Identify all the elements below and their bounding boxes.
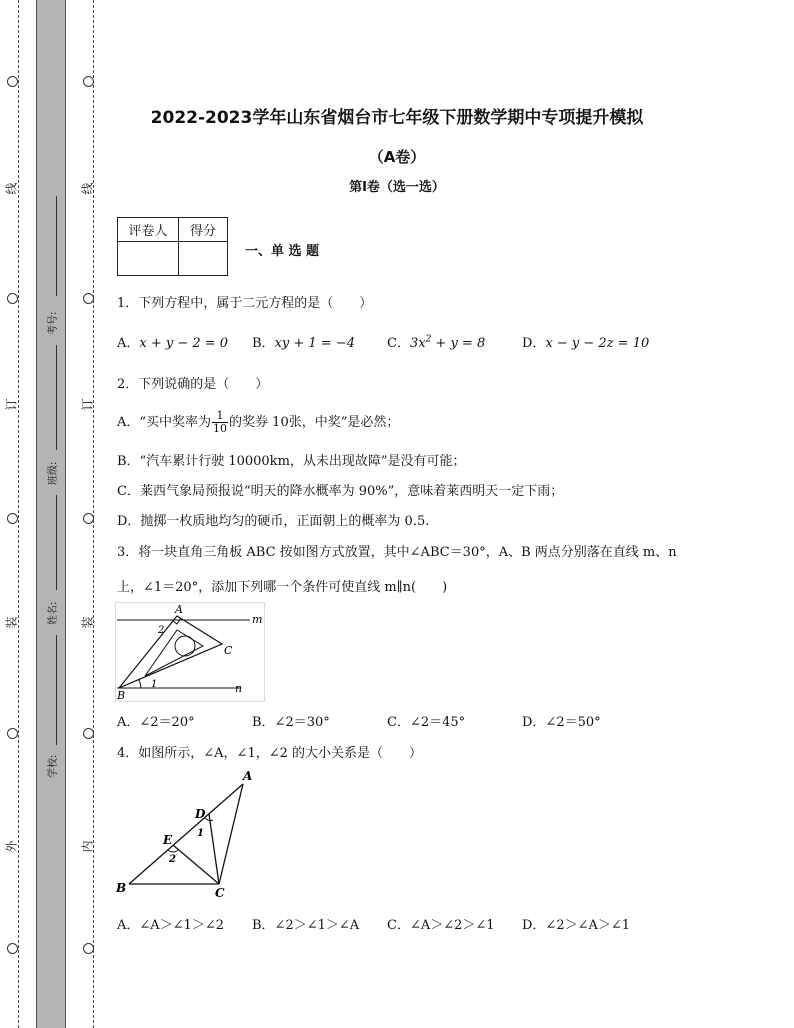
label-B: B [116,881,127,895]
question-1-stem: 1．下列方程中，属于二元方程的是（ ） [117,296,373,311]
q1-option-a: A．x + y − 2 = 0 [117,336,229,351]
q2-option-d: D．抛掷一枚质地均匀的硬币，正面朝上的概率为 0.5. [117,514,430,529]
section-title: 第I卷（选一选） [349,180,445,195]
question-3-stem-line2: 上，∠1＝20°，添加下列哪一个条件可使直线 m∥n( ) [117,580,448,595]
part-label: 一、单 选 题 [245,244,320,259]
label-angle-2: 2 [158,625,165,636]
segment-BA [129,784,243,884]
q3-figure [115,602,265,702]
class-line [56,345,57,450]
label-E: E [163,833,173,847]
hole-circle [7,513,18,524]
angle-2-arc [168,850,178,852]
q3-option-a: A．∠2＝20° [117,715,195,730]
hole-circle [7,728,18,739]
hole-circle [7,76,18,87]
hole-circle [83,943,94,954]
label-C: C [215,886,225,900]
label-angle-1: 1 [197,828,204,839]
triangle-outer [119,616,222,688]
exam-number-field: 考号: [48,311,59,335]
segment-DC [209,814,219,884]
label-D: D [195,807,206,821]
label-angle-1: 1 [151,679,158,690]
label-m: m [252,613,263,626]
margin-char: 外 [4,840,19,853]
margin-char: 装 [80,616,95,629]
page-subtitle: （A卷） [368,148,426,166]
hole-circle [83,513,94,524]
q4-option-c: C．∠A＞∠2＞∠1 [387,918,495,933]
q4-option-d: D．∠2＞∠A＞∠1 [522,918,631,933]
q3-option-d: D．∠2＝50° [522,715,601,730]
triangle-hole [175,636,195,656]
q2-option-b: B．“汽车累计行驶 10000km，从未出现故障”是没有可能； [117,454,466,469]
label-A: A [175,603,183,616]
hole-circle [7,943,18,954]
hole-circle [83,76,94,87]
margin-char: 线 [80,182,95,195]
question-4-stem: 4．如图所示，∠A，∠1，∠2 的大小关系是（ ） [117,746,423,761]
hole-circle [83,728,94,739]
q1-option-d: D．x − y − 2z = 10 [522,336,650,351]
hole-circle [83,293,94,304]
grader-header: 评卷人 [118,218,179,242]
label-B: B [117,689,126,702]
class-field: 班级: [48,461,59,485]
angle-1-arc [139,680,141,688]
exam-number-line [56,196,57,296]
question-2-stem: 2．下列说确的是（ ） [117,377,269,392]
label-n: n [235,682,243,695]
margin-char: 内 [80,840,95,853]
segment-CA [219,784,243,884]
triangle-inner [145,630,203,676]
score-cell[interactable] [179,242,228,276]
margin-char: 订 [4,398,19,411]
name-line [56,495,57,590]
q2-option-a: A．“买中奖率为 $\frac{1}{10}$ 的奖券 10张，中奖”是必然； [117,409,400,435]
segment-EC [173,845,219,884]
q3-option-b: B．∠2＝30° [252,715,330,730]
margin-char: 装 [4,616,19,629]
hole-circle [7,293,18,304]
score-table [117,217,228,276]
q2-option-c: C．莱西气象局预报说“明天的降水概率为 90%”，意味着莱西明天一定下雨； [117,484,564,499]
q4-option-a: A．∠A＞∠1＞∠2 [117,918,224,933]
page-title: 2022-2023学年山东省烟台市七年级下册数学期中专项提升模拟 [150,108,644,128]
q1-option-b: B．xy + 1 = −4 [252,336,355,351]
q3-option-c: C．∠2＝45° [387,715,466,730]
school-field: 学校: [48,754,59,778]
score-header: 得分 [179,218,228,242]
label-A: A [243,769,253,783]
q1-option-c: C．$3x^2 + y = 8$ [387,334,486,351]
name-field: 姓名: [48,601,59,625]
school-line [56,635,57,745]
label-angle-2: 2 [169,854,176,865]
q4-option-b: B．∠2＞∠1＞∠A [252,918,360,933]
grader-cell[interactable] [118,242,179,276]
fraction: $\frac{1}{10}$ [213,409,228,435]
margin-char: 订 [80,398,95,411]
label-C: C [224,644,233,657]
q4-figure [113,768,258,900]
margin-char: 线 [4,182,19,195]
question-3-stem-line1: 3．将一块直角三角板 ABC 按如图方式放置，其中∠ABC＝30°，A、B 两点分别落在直线 m、n [117,545,677,560]
